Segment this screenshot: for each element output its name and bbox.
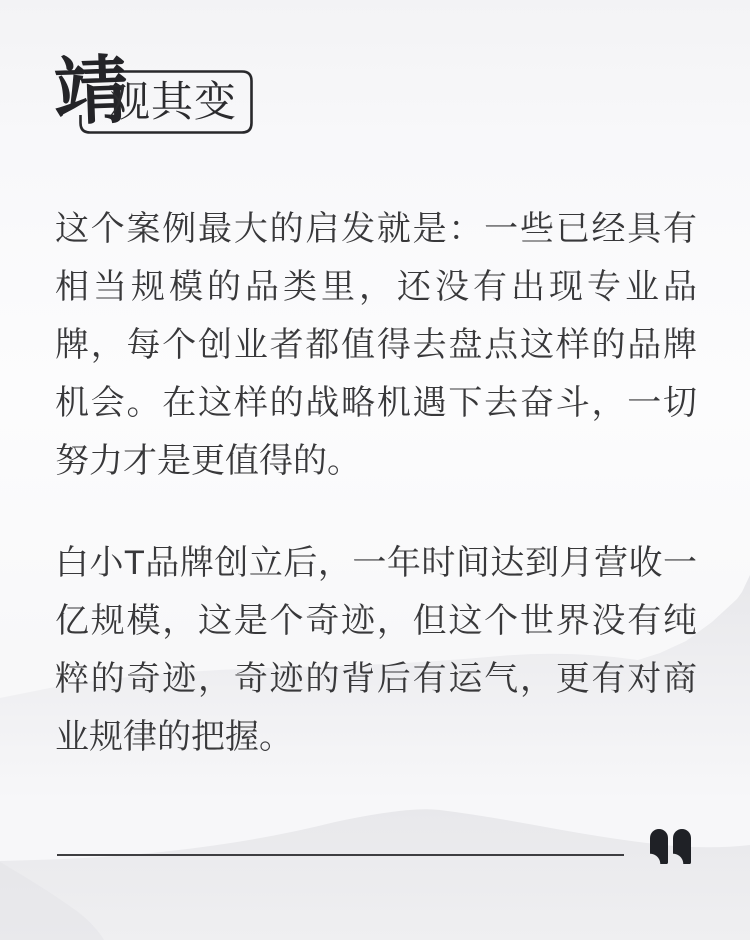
paragraph-1: 这个案例最大的启发就是：一些已经具有相当规模的品类里，还没有出现专业品牌，每个创业者都值得去盘点这样的品牌机会。在这样的战略机遇下去奋斗，一切努力才是更值得的。	[55, 210, 697, 480]
logo-calligraphy-character: 靖	[52, 50, 130, 136]
quote-mark-left	[650, 829, 668, 864]
logo	[0, 0, 300, 170]
closing-double-quote-icon	[650, 829, 692, 864]
paragraph-2: 白小T品牌创立后，一年时间达到月营收一亿规模，这是个奇迹，但这个世界没有纯粹的奇迹，奇迹的背后有运气，更有对商业规律的把握。	[55, 544, 697, 756]
article-body	[55, 200, 697, 810]
quote-mark-right	[673, 829, 691, 864]
logo-boxed-text: 观其变	[108, 80, 238, 126]
footer-divider-line	[57, 854, 624, 856]
